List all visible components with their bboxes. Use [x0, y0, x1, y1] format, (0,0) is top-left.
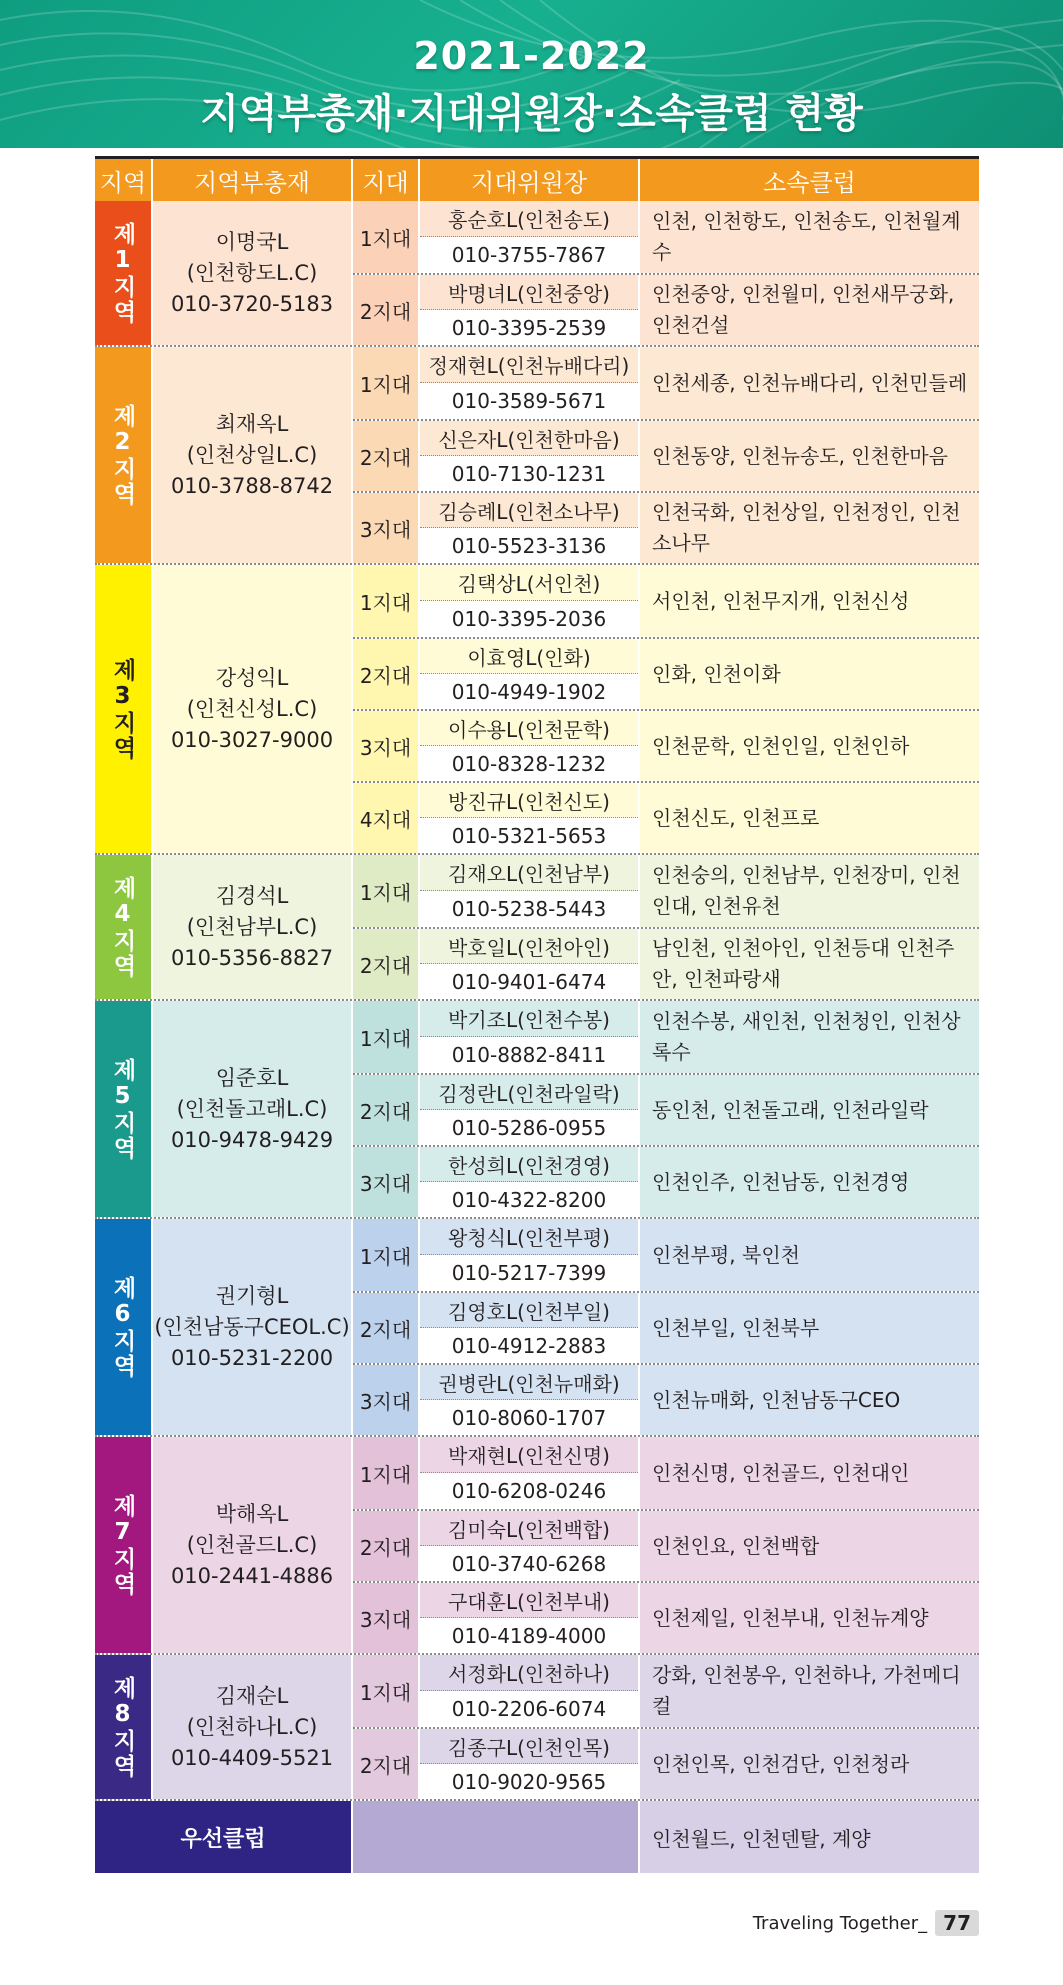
district-row	[353, 1291, 979, 1363]
vice-governor-name: 강성익L	[215, 665, 289, 690]
zone-chair-phone: 010-5217-7399	[420, 1255, 638, 1291]
club-list: 인화, 인천이화	[640, 639, 979, 709]
region-row	[95, 563, 979, 853]
region-label-cell	[95, 347, 153, 563]
district-list	[353, 347, 979, 563]
district-row	[353, 565, 979, 637]
district-label: 2지대	[353, 1511, 420, 1581]
vice-governor-cell	[153, 201, 353, 345]
preferred-label: 우선클럽	[95, 1801, 353, 1873]
club-list: 인천, 인천항도, 인천송도, 인천월계수	[640, 201, 979, 273]
district-row	[353, 781, 979, 853]
vice-governor-club: (인천하나L.C)	[186, 1714, 318, 1739]
zone-chair-name: 한성희L(인천경영)	[420, 1147, 638, 1182]
zone-chair-phone: 010-8060-1707	[420, 1400, 638, 1435]
zone-chair-phone: 010-8882-8411	[420, 1037, 638, 1073]
zone-chair-name: 홍순호L(인천송도)	[420, 201, 638, 237]
region-label: 제3지역	[109, 657, 136, 761]
zone-chair-cell	[420, 493, 640, 563]
header-banner	[0, 0, 1063, 148]
district-row	[353, 1219, 979, 1291]
zone-chair-name: 박재현L(인천신명)	[420, 1437, 638, 1473]
club-list: 동인천, 인천돌고래, 인천라일락	[640, 1075, 979, 1145]
district-list	[353, 1219, 979, 1435]
vice-governor-name: 임준호L	[215, 1065, 289, 1090]
district-row	[353, 201, 979, 273]
district-label: 1지대	[353, 1001, 420, 1073]
zone-chair-name: 서정화L(인천하나)	[420, 1655, 638, 1691]
vice-governor-cell	[153, 347, 353, 563]
region-row	[95, 345, 979, 563]
vice-governor-cell	[153, 855, 353, 999]
club-list: 인천뉴매화, 인천남동구CEO	[640, 1365, 979, 1435]
vice-governor-phone: 010-2441-4886	[170, 1563, 334, 1588]
district-label: 1지대	[353, 1655, 420, 1727]
vice-governor-cell	[153, 1437, 353, 1653]
region-label-cell	[95, 1001, 153, 1217]
district-label: 1지대	[353, 1437, 420, 1509]
zone-chair-cell	[420, 1437, 640, 1509]
district-row	[353, 1727, 979, 1799]
zone-chair-name: 김택상L(서인천)	[420, 565, 638, 601]
zone-chair-cell	[420, 929, 640, 999]
zone-chair-phone: 010-3740-6268	[420, 1546, 638, 1581]
zone-chair-phone: 010-3395-2539	[420, 310, 638, 345]
vice-governor-name: 박해옥L	[215, 1501, 289, 1526]
district-row	[353, 419, 979, 491]
district-row	[353, 709, 979, 781]
vice-governor-name: 최재옥L	[215, 411, 289, 436]
zone-chair-name: 박기조L(인천수봉)	[420, 1001, 638, 1037]
district-label: 2지대	[353, 639, 420, 709]
zone-chair-phone: 010-4912-2883	[420, 1328, 638, 1363]
zone-chair-cell	[420, 711, 640, 781]
region-row	[95, 1217, 979, 1435]
vice-governor-club: (인천골드L.C)	[186, 1532, 318, 1557]
zone-chair-phone: 010-9401-6474	[420, 964, 638, 999]
zone-chair-cell	[420, 1511, 640, 1581]
zone-chair-name: 이수용L(인천문학)	[420, 711, 638, 746]
zone-chair-phone: 010-8328-1232	[420, 746, 638, 781]
zone-chair-cell	[420, 347, 640, 419]
club-list: 인천국화, 인천상일, 인천정인, 인천소나무	[640, 493, 979, 563]
club-list: 인천문학, 인천인일, 인천인하	[640, 711, 979, 781]
region-row	[95, 1435, 979, 1653]
district-row	[353, 1437, 979, 1509]
zone-chair-name: 권병란L(인천뉴매화)	[420, 1365, 638, 1400]
region-label: 제5지역	[109, 1057, 136, 1161]
district-label: 1지대	[353, 565, 420, 637]
header-region: 지역	[95, 159, 153, 201]
region-row	[95, 1653, 979, 1799]
vice-governor-club: (인천상일L.C)	[186, 442, 318, 467]
zone-chair-cell	[420, 783, 640, 853]
district-label: 2지대	[353, 929, 420, 999]
table-header	[95, 159, 979, 201]
zone-chair-phone: 010-5523-3136	[420, 528, 638, 563]
zone-chair-phone: 010-6208-0246	[420, 1473, 638, 1509]
zone-chair-phone: 010-7130-1231	[420, 456, 638, 491]
district-list	[353, 201, 979, 345]
zone-chair-phone: 010-5286-0955	[420, 1110, 638, 1145]
district-label: 2지대	[353, 1293, 420, 1363]
zone-chair-cell	[420, 421, 640, 491]
preferred-spacer	[353, 1801, 640, 1873]
district-label: 1지대	[353, 1219, 420, 1291]
zone-chair-name: 김영호L(인천부일)	[420, 1293, 638, 1328]
zone-chair-cell	[420, 1147, 640, 1217]
zone-chair-cell	[420, 855, 640, 927]
district-list	[353, 855, 979, 999]
vice-governor-phone: 010-3027-9000	[170, 727, 334, 752]
region-label-cell	[95, 565, 153, 853]
zone-chair-name: 김승례L(인천소나무)	[420, 493, 638, 528]
district-list	[353, 565, 979, 853]
club-list: 인천제일, 인천부내, 인천뉴계양	[640, 1583, 979, 1653]
vice-governor-name: 권기형L	[215, 1283, 289, 1308]
zone-chair-phone: 010-3755-7867	[420, 237, 638, 273]
club-list: 인천인목, 인천검단, 인천청라	[640, 1729, 979, 1799]
page-footer	[753, 1910, 979, 1936]
district-label: 3지대	[353, 493, 420, 563]
zone-chair-phone: 010-4322-8200	[420, 1182, 638, 1217]
club-list: 인천숭의, 인천남부, 인천장미, 인천인대, 인천유천	[640, 855, 979, 927]
district-label: 3지대	[353, 1365, 420, 1435]
district-label: 2지대	[353, 1729, 420, 1799]
preferred-clubs-row	[95, 1799, 979, 1873]
region-label: 제8지역	[109, 1675, 136, 1779]
club-list: 인천신명, 인천골드, 인천대인	[640, 1437, 979, 1509]
vice-governor-club: (인천신성L.C)	[186, 696, 318, 721]
region-label: 제1지역	[109, 221, 136, 325]
district-label: 1지대	[353, 855, 420, 927]
zone-chair-phone: 010-3589-5671	[420, 383, 638, 419]
region-label: 제6지역	[109, 1275, 136, 1379]
zone-chair-name: 김재오L(인천남부)	[420, 855, 638, 891]
title-year: 2021-2022	[413, 34, 650, 78]
district-row	[353, 855, 979, 927]
header-vice-governor: 지역부총재	[153, 159, 353, 201]
zone-chair-name: 박명녀L(인천중앙)	[420, 275, 638, 310]
district-list	[353, 1437, 979, 1653]
zone-chair-cell	[420, 1219, 640, 1291]
vice-governor-name: 김경석L	[215, 883, 289, 908]
club-list: 인천인주, 인천남동, 인천경영	[640, 1147, 979, 1217]
zone-chair-cell	[420, 565, 640, 637]
district-label: 3지대	[353, 1583, 420, 1653]
vice-governor-cell	[153, 1001, 353, 1217]
vice-governor-phone: 010-3788-8742	[170, 473, 334, 498]
page-title: 지역부총재·지대위원장·소속클럽 현황	[200, 91, 863, 137]
zone-chair-name: 왕청식L(인천부평)	[420, 1219, 638, 1255]
region-label-cell	[95, 201, 153, 345]
vice-governor-phone: 010-4409-5521	[170, 1745, 334, 1770]
club-list: 인천동양, 인천뉴송도, 인천한마음	[640, 421, 979, 491]
district-row	[353, 1363, 979, 1435]
zone-chair-phone: 010-5321-5653	[420, 818, 638, 853]
zone-chair-phone: 010-9020-9565	[420, 1764, 638, 1799]
district-row	[353, 347, 979, 419]
district-row	[353, 1073, 979, 1145]
region-label-cell	[95, 1655, 153, 1799]
zone-chair-phone: 010-4949-1902	[420, 674, 638, 709]
district-label: 4지대	[353, 783, 420, 853]
zone-chair-name: 이효영L(인화)	[420, 639, 638, 674]
zone-chair-cell	[420, 1001, 640, 1073]
region-label-cell	[95, 1437, 153, 1653]
zone-chair-cell	[420, 275, 640, 345]
region-label-cell	[95, 1219, 153, 1435]
district-label: 3지대	[353, 711, 420, 781]
district-row	[353, 1581, 979, 1653]
zone-chair-name: 김미숙L(인천백합)	[420, 1511, 638, 1546]
district-row	[353, 1001, 979, 1073]
page-number: 77	[935, 1910, 979, 1936]
district-row	[353, 491, 979, 563]
club-list: 남인천, 인천아인, 인천등대 인천주안, 인천파랑새	[640, 929, 979, 999]
vice-governor-phone: 010-5231-2200	[170, 1345, 334, 1370]
zone-chair-cell	[420, 639, 640, 709]
zone-chair-name: 정재현L(인천뉴배다리)	[420, 347, 638, 383]
region-row	[95, 999, 979, 1217]
vice-governor-cell	[153, 565, 353, 853]
zone-chair-name: 박호일L(인천아인)	[420, 929, 638, 964]
district-label: 1지대	[353, 201, 420, 273]
zone-chair-phone: 010-5238-5443	[420, 891, 638, 927]
zone-chair-phone: 010-3395-2036	[420, 601, 638, 637]
district-label: 2지대	[353, 1075, 420, 1145]
header-clubs: 소속클럽	[763, 168, 856, 197]
zone-chair-phone: 010-4189-4000	[420, 1618, 638, 1653]
district-row	[353, 1145, 979, 1217]
header-district: 지대	[353, 159, 420, 201]
vice-governor-cell	[153, 1655, 353, 1799]
region-list	[95, 201, 979, 1799]
zone-chair-name: 구대훈L(인천부내)	[420, 1583, 638, 1618]
region-label-cell	[95, 855, 153, 999]
zone-chair-name: 김종구L(인천인목)	[420, 1729, 638, 1764]
club-list: 인천세종, 인천뉴배다리, 인천민들레	[640, 347, 979, 419]
vice-governor-club: (인천항도L.C)	[186, 260, 318, 285]
zone-chair-cell	[420, 1365, 640, 1435]
zone-chair-name: 신은자L(인천한마음)	[420, 421, 638, 456]
region-row	[95, 853, 979, 999]
vice-governor-phone: 010-3720-5183	[170, 291, 334, 316]
zone-chair-cell	[420, 1583, 640, 1653]
district-row	[353, 637, 979, 709]
zone-chair-name: 방진규L(인천신도)	[420, 783, 638, 818]
zone-chair-cell	[420, 201, 640, 273]
district-label: 1지대	[353, 347, 420, 419]
zone-chair-cell	[420, 1729, 640, 1799]
region-label: 제4지역	[109, 875, 136, 979]
club-list: 서인천, 인천무지개, 인천신성	[640, 565, 979, 637]
club-list: 강화, 인천봉우, 인천하나, 가천메디컬	[640, 1655, 979, 1727]
district-label: 2지대	[353, 421, 420, 491]
zone-chair-cell	[420, 1075, 640, 1145]
district-label: 2지대	[353, 275, 420, 345]
vice-governor-club: (인천돌고래L.C)	[176, 1096, 328, 1121]
vice-governor-phone: 010-5356-8827	[170, 945, 334, 970]
district-label: 3지대	[353, 1147, 420, 1217]
vice-governor-club: (인천남동구CEOL.C)	[154, 1314, 350, 1339]
footer-text: Traveling Together_	[752, 1912, 928, 1934]
club-list: 인천수봉, 새인천, 인천청인, 인천상록수	[640, 1001, 979, 1073]
roster-table	[95, 156, 979, 1873]
club-list: 인천부일, 인천북부	[640, 1293, 979, 1363]
vice-governor-club: (인천남부L.C)	[186, 914, 318, 939]
district-row	[353, 1509, 979, 1581]
preferred-clubs: 인천월드, 인천덴탈, 계양	[640, 1801, 979, 1873]
region-row	[95, 201, 979, 345]
region-label: 제7지역	[109, 1493, 136, 1597]
header-zone-chair: 지대위원장	[420, 159, 640, 201]
region-label: 제2지역	[109, 403, 136, 507]
district-row	[353, 273, 979, 345]
vice-governor-phone: 010-9478-9429	[170, 1127, 334, 1152]
district-list	[353, 1001, 979, 1217]
club-list: 인천중앙, 인천월미, 인천새무궁화, 인천건설	[640, 275, 979, 345]
club-list: 인천인요, 인천백합	[640, 1511, 979, 1581]
district-row	[353, 927, 979, 999]
district-list	[353, 1655, 979, 1799]
district-row	[353, 1655, 979, 1727]
vice-governor-name: 김재순L	[215, 1683, 289, 1708]
zone-chair-phone: 010-2206-6074	[420, 1691, 638, 1727]
club-list: 인천부평, 북인천	[640, 1219, 979, 1291]
zone-chair-cell	[420, 1655, 640, 1727]
vice-governor-name: 이명국L	[215, 229, 289, 254]
zone-chair-name: 김정란L(인천라일락)	[420, 1075, 638, 1110]
vice-governor-cell	[153, 1219, 353, 1435]
club-list: 인천신도, 인천프로	[640, 783, 979, 853]
zone-chair-cell	[420, 1293, 640, 1363]
